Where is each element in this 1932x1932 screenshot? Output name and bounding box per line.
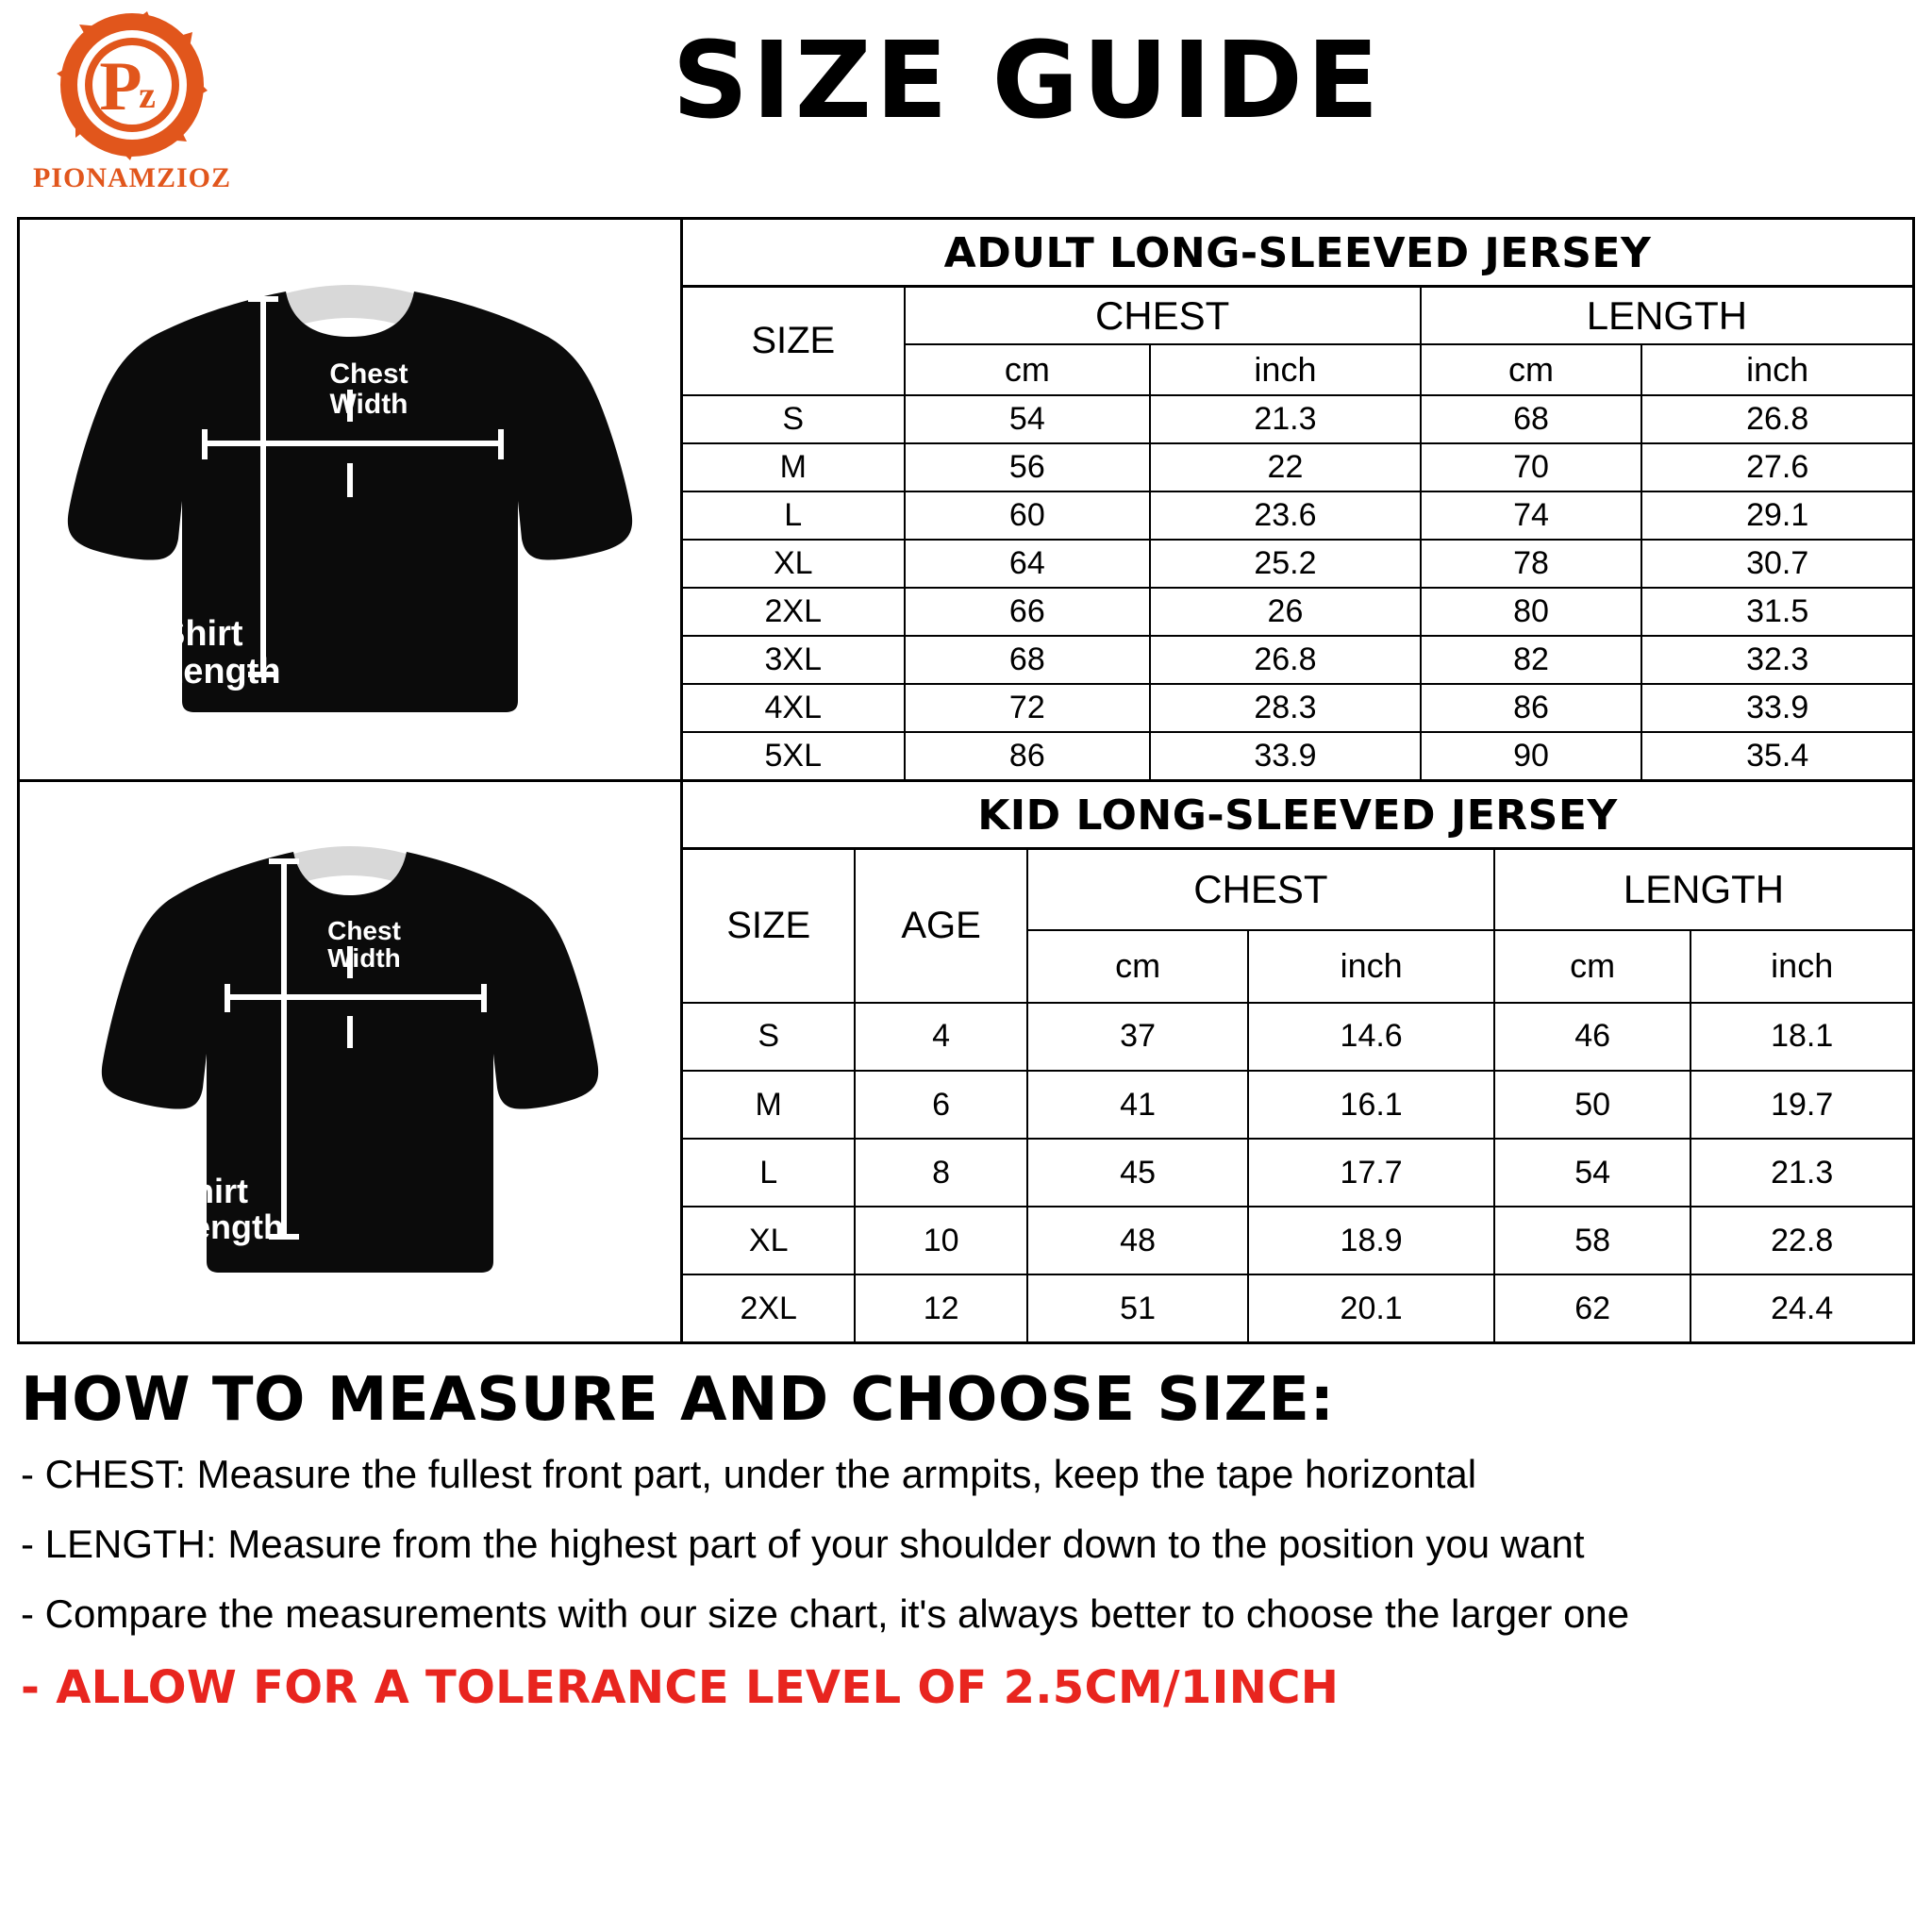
cell-chest-inch: 21.3 bbox=[1150, 395, 1421, 443]
adult-jersey-diagram bbox=[20, 220, 683, 779]
cell-length-inch: 30.7 bbox=[1641, 540, 1912, 588]
cell-length-cm: 86 bbox=[1421, 684, 1642, 732]
cell-length-cm: 54 bbox=[1494, 1139, 1690, 1207]
cell-length-cm: 68 bbox=[1421, 395, 1642, 443]
cell-length-inch: 22.8 bbox=[1690, 1207, 1912, 1274]
table-row bbox=[683, 1071, 1912, 1139]
tolerance-warning: - ALLOW FOR A TOLERANCE LEVEL OF 2.5CM/1INCH bbox=[21, 1661, 1340, 1714]
cell-length-inch: 32.3 bbox=[1641, 636, 1912, 684]
cell-chest-cm: 56 bbox=[905, 443, 1151, 491]
cell-size: M bbox=[683, 1071, 855, 1139]
cell-length-cm: 90 bbox=[1421, 732, 1642, 779]
cell-length-cm: 82 bbox=[1421, 636, 1642, 684]
cell-chest-cm: 37 bbox=[1027, 1003, 1249, 1071]
kid-shirt-length-label: Shirt Length bbox=[171, 1172, 284, 1246]
table-row bbox=[683, 732, 1912, 779]
cell-size: L bbox=[683, 491, 905, 540]
howto-line-compare: - Compare the measurements with our size chart, it's always better to choose the larger one bbox=[21, 1591, 1630, 1636]
cell-chest-inch: 17.7 bbox=[1248, 1139, 1494, 1207]
cell-length-inch: 27.6 bbox=[1641, 443, 1912, 491]
cell-chest-cm: 86 bbox=[905, 732, 1151, 779]
cell-length-inch: 21.3 bbox=[1690, 1139, 1912, 1207]
cell-chest-inch: 16.1 bbox=[1248, 1071, 1494, 1139]
col-chest: CHEST bbox=[905, 288, 1421, 344]
cell-chest-cm: 48 bbox=[1027, 1207, 1249, 1274]
cell-length-inch: 31.5 bbox=[1641, 588, 1912, 636]
cell-chest-inch: 26 bbox=[1150, 588, 1421, 636]
kid-size-table bbox=[683, 850, 1912, 1341]
cell-length-cm: 46 bbox=[1494, 1003, 1690, 1071]
kid-table-title: KID LONG-SLEEVED JERSEY bbox=[683, 782, 1912, 850]
unit-length-inch: inch bbox=[1641, 344, 1912, 395]
col-length: LENGTH bbox=[1494, 850, 1912, 930]
adult-table-cell bbox=[683, 220, 1912, 779]
col-age: AGE bbox=[855, 850, 1026, 1003]
adult-row bbox=[20, 220, 1912, 782]
cell-chest-inch: 14.6 bbox=[1248, 1003, 1494, 1071]
cell-size: XL bbox=[683, 540, 905, 588]
how-to-measure-section bbox=[21, 1365, 1911, 1714]
cell-size: L bbox=[683, 1139, 855, 1207]
table-row bbox=[683, 540, 1912, 588]
size-chart-grid bbox=[17, 217, 1915, 1344]
cell-size: M bbox=[683, 443, 905, 491]
table-header-row bbox=[683, 288, 1912, 344]
cell-chest-inch: 28.3 bbox=[1150, 684, 1421, 732]
table-row bbox=[683, 684, 1912, 732]
adult-size-table bbox=[683, 288, 1912, 779]
table-row bbox=[683, 395, 1912, 443]
cell-length-inch: 18.1 bbox=[1690, 1003, 1912, 1071]
cell-chest-inch: 25.2 bbox=[1150, 540, 1421, 588]
cell-length-inch: 33.9 bbox=[1641, 684, 1912, 732]
cell-length-cm: 74 bbox=[1421, 491, 1642, 540]
cell-age: 4 bbox=[855, 1003, 1026, 1071]
cell-age: 8 bbox=[855, 1139, 1026, 1207]
cell-chest-cm: 45 bbox=[1027, 1139, 1249, 1207]
cell-size: XL bbox=[683, 1207, 855, 1274]
table-row bbox=[683, 1003, 1912, 1071]
page-header bbox=[0, 0, 1932, 217]
cell-chest-inch: 22 bbox=[1150, 443, 1421, 491]
table-row bbox=[683, 491, 1912, 540]
table-row bbox=[683, 636, 1912, 684]
cell-length-inch: 19.7 bbox=[1690, 1071, 1912, 1139]
col-chest: CHEST bbox=[1027, 850, 1494, 930]
cell-length-inch: 24.4 bbox=[1690, 1274, 1912, 1341]
cell-size: 2XL bbox=[683, 588, 905, 636]
cell-chest-cm: 41 bbox=[1027, 1071, 1249, 1139]
cell-chest-inch: 20.1 bbox=[1248, 1274, 1494, 1341]
adult-shirt-length-label: Shirt Length bbox=[161, 614, 281, 691]
cell-length-cm: 80 bbox=[1421, 588, 1642, 636]
table-header-row bbox=[683, 850, 1912, 930]
cell-length-cm: 78 bbox=[1421, 540, 1642, 588]
unit-chest-cm: cm bbox=[905, 344, 1151, 395]
unit-length-cm: cm bbox=[1494, 930, 1690, 1003]
kid-table-cell bbox=[683, 782, 1912, 1341]
cell-size: 2XL bbox=[683, 1274, 855, 1341]
unit-length-inch: inch bbox=[1690, 930, 1912, 1003]
cell-chest-cm: 60 bbox=[905, 491, 1151, 540]
kid-row bbox=[20, 782, 1912, 1341]
cell-chest-cm: 66 bbox=[905, 588, 1151, 636]
how-to-measure-title: HOW TO MEASURE AND CHOOSE SIZE: bbox=[21, 1365, 1335, 1435]
page-title: SIZE GUIDE bbox=[672, 20, 1383, 142]
table-row bbox=[683, 588, 1912, 636]
col-length: LENGTH bbox=[1421, 288, 1912, 344]
table-row bbox=[683, 1207, 1912, 1274]
kid-chest-width-label: Chest Width bbox=[327, 916, 401, 974]
cell-chest-inch: 26.8 bbox=[1150, 636, 1421, 684]
brand-name: PIONAMZIOZ bbox=[32, 162, 231, 193]
cell-length-cm: 50 bbox=[1494, 1071, 1690, 1139]
adult-table-title: ADULT LONG-SLEEVED JERSEY bbox=[683, 220, 1912, 288]
howto-line-chest: - CHEST: Measure the fullest front part, under the armpits, keep the tape horizontal bbox=[21, 1452, 1477, 1496]
cell-size: 5XL bbox=[683, 732, 905, 779]
howto-line-length: - LENGTH: Measure from the highest part of your shoulder down to the position you want bbox=[21, 1522, 1585, 1566]
cell-age: 12 bbox=[855, 1274, 1026, 1341]
cell-chest-inch: 18.9 bbox=[1248, 1207, 1494, 1274]
cell-chest-inch: 23.6 bbox=[1150, 491, 1421, 540]
cell-length-inch: 26.8 bbox=[1641, 395, 1912, 443]
adult-chest-width-label: Chest Width bbox=[329, 358, 408, 420]
cell-size: S bbox=[683, 395, 905, 443]
cell-length-inch: 35.4 bbox=[1641, 732, 1912, 779]
cell-length-cm: 70 bbox=[1421, 443, 1642, 491]
table-row bbox=[683, 443, 1912, 491]
cell-size: 3XL bbox=[683, 636, 905, 684]
cell-age: 10 bbox=[855, 1207, 1026, 1274]
col-size: SIZE bbox=[683, 288, 905, 395]
unit-chest-cm: cm bbox=[1027, 930, 1249, 1003]
cell-size: 4XL bbox=[683, 684, 905, 732]
cell-chest-cm: 51 bbox=[1027, 1274, 1249, 1341]
svg-text:P: P bbox=[99, 48, 142, 125]
col-size: SIZE bbox=[683, 850, 855, 1003]
cell-chest-cm: 54 bbox=[905, 395, 1151, 443]
cell-length-inch: 29.1 bbox=[1641, 491, 1912, 540]
kid-jersey-diagram bbox=[20, 782, 683, 1341]
cell-size: S bbox=[683, 1003, 855, 1071]
cell-age: 6 bbox=[855, 1071, 1026, 1139]
svg-text:z: z bbox=[139, 74, 156, 116]
table-row bbox=[683, 1139, 1912, 1207]
cell-chest-cm: 72 bbox=[905, 684, 1151, 732]
cell-chest-cm: 64 bbox=[905, 540, 1151, 588]
table-row bbox=[683, 1274, 1912, 1341]
unit-chest-inch: inch bbox=[1150, 344, 1421, 395]
cell-length-cm: 62 bbox=[1494, 1274, 1690, 1341]
unit-chest-inch: inch bbox=[1248, 930, 1494, 1003]
cell-length-cm: 58 bbox=[1494, 1207, 1690, 1274]
cell-chest-cm: 68 bbox=[905, 636, 1151, 684]
cell-chest-inch: 33.9 bbox=[1150, 732, 1421, 779]
unit-length-cm: cm bbox=[1421, 344, 1642, 395]
